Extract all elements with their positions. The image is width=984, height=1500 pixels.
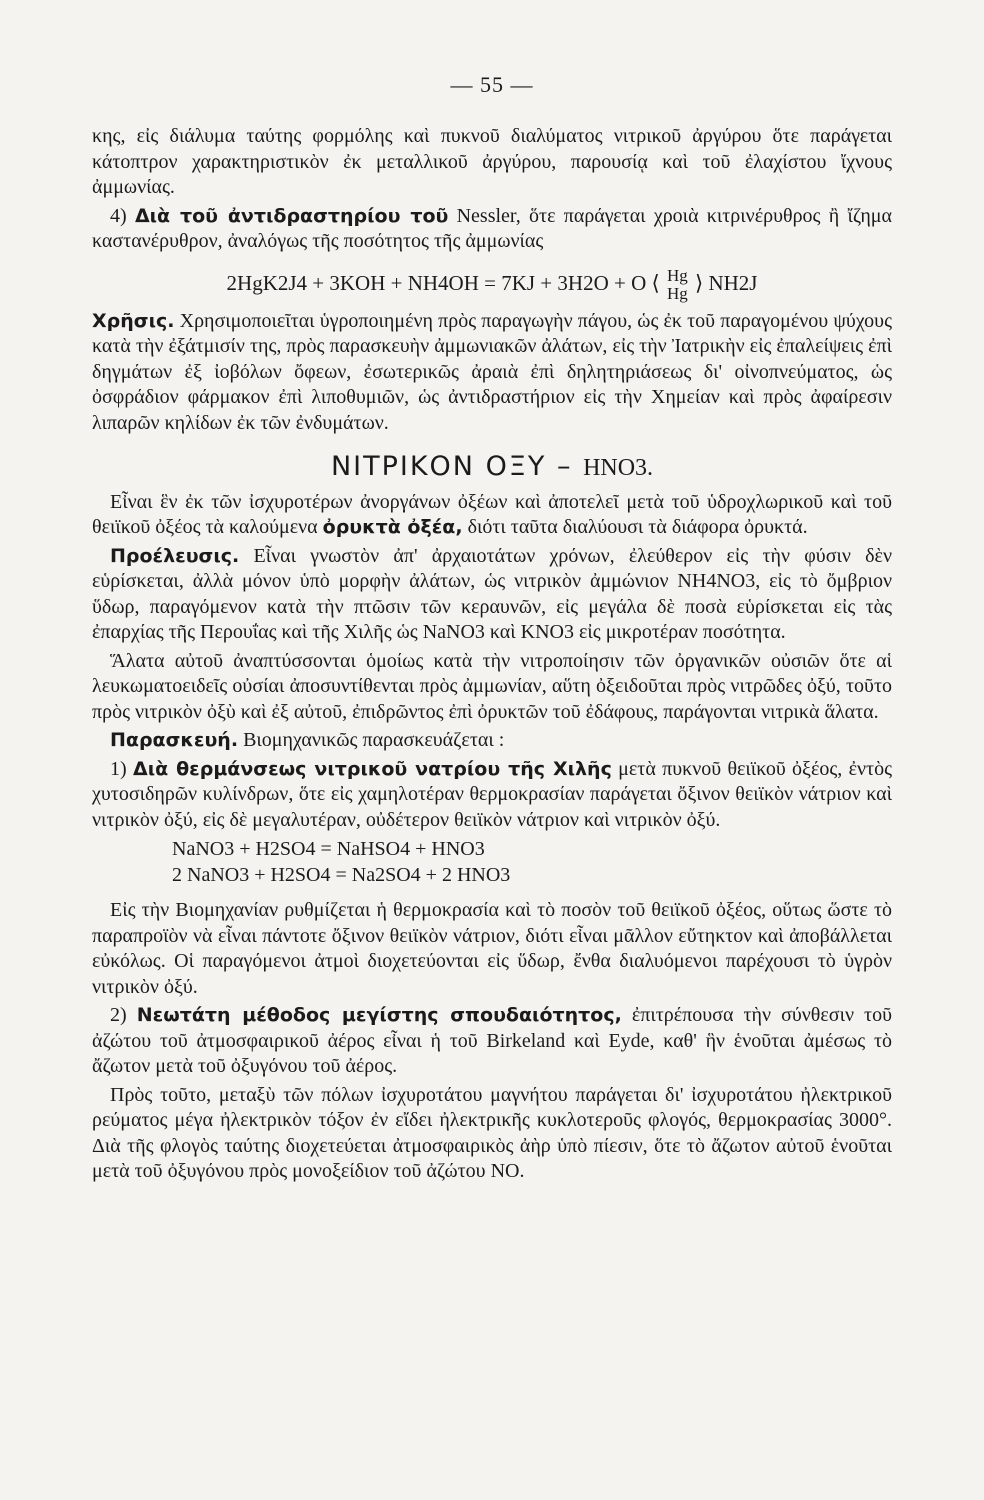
hg-bottom: Hg — [666, 283, 688, 303]
method1-eq1: NaNO3 + H2SO4 = NaHSO4 + HNO3 — [172, 838, 485, 860]
method2-number: 2) — [110, 1004, 127, 1026]
method2-title: Νεωτάτη μέθοδος μεγίστης σπουδαιότητος, — [136, 1004, 622, 1026]
definition-text-a: Εἶναι ἓν ἐκ τῶν ἰσχυροτέρων ἀνοργάνων ὀξέων καὶ ἀποτελεῖ μετὰ τοῦ ὑδροχλωρικοῦ καὶ τοῦ θειϊκοῦ ὀξέος τὰ καλούμενα — [92, 490, 892, 538]
hg-stack — [667, 267, 688, 303]
hg-top: Hg — [666, 265, 688, 285]
nessler-title: Διὰ τοῦ ἀντιδραστηρίου τοῦ — [134, 204, 449, 227]
nessler-eq-right: NH2J — [708, 270, 758, 295]
nessler-number: 4) — [110, 204, 127, 227]
final-paragraph: Πρὸς τοῦτο, μεταξὺ τῶν πόλων ἰσχυροτάτου μαγνήτου παράγεται δι' ἰσχυροτάτου ἠλεκτρικοῦ ρεύματος μέγα ἠλεκτρικὸν τόξον ἐν εἴδει ἠλεκτρικῆς κυκλοτεροῦς φλογός, θερμοκρασίας 3000°. Διὰ τῆς φλογὸς ταύτης διοχετεύεται ἀτμοσφαιρικὸς ἀὴρ ὑπὸ πίεσιν, ὅτε τὸ ἄζωτον αὐτοῦ ἑνοῦται μετὰ τοῦ ὀξυγόνου πρὸς μονοξείδιον τοῦ ἀζώτου NO. — [92, 1083, 892, 1182]
origin-paragraph — [92, 544, 892, 646]
method2-paragraph — [92, 1003, 892, 1080]
origin-title: Προέλευσις. — [110, 544, 240, 567]
nessler-equation — [92, 267, 892, 303]
text-column — [92, 124, 892, 1188]
preparation-text: Βιομηχανικῶς παρασκευάζεται : — [243, 729, 505, 751]
uses-title: Χρῆσις. — [92, 309, 175, 332]
nessler-eq-left: 2HgK2J4 + 3KOH + NH4OH = 7KJ + 3H2O + O — [226, 270, 647, 295]
uses-paragraph — [92, 309, 892, 437]
hg-bracket-open-icon: ⟨ — [651, 270, 660, 295]
nessler-text: Nessler, ὅτε παράγεται χροιὰ κιτρινέρυθρος ἢ ἴζημα καστανέρυθρον, ἀναλόγως τῆς ποσότητος τῆς ἀμμωνίας — [92, 204, 892, 252]
definition-text-b: διότι ταῦτα διαλύουσι τὰ διάφορα ὀρυκτά. — [467, 516, 808, 538]
equation-row — [92, 836, 892, 862]
method1-text: μετὰ πυκνοῦ θειϊκοῦ ὀξέος, ἐντὸς χυτοσιδηρῶν κυλίνδρων, ὅτε εἰς χαμηλοτέραν θερμοκρασίαν παράγεται ὄξινον θειϊκὸν νάτριον καὶ νιτρικὸν ὀξύ, εἰς δὲ μεγαλυτέραν, οὐδέτερον θειϊκὸν νάτριον καὶ νιτρικὸν ὀξύ. — [92, 757, 893, 831]
heading-title: ΝΙΤΡΙΚΟΝ ΟΞΥ – — [330, 451, 573, 482]
equation-row — [92, 862, 892, 888]
preparation-title: Παρασκευή. — [110, 729, 239, 751]
method1-paragraph — [92, 757, 892, 834]
industry-paragraph: Εἰς τὴν Βιομηχανίαν ρυθμίζεται ἡ θερμοκρασία καὶ τὸ ποσὸν τοῦ θειϊκοῦ ὀξέος, οὕτως ὥστε τὸ παραπροϊὸν νὰ εἶναι πάντοτε ὄξινον θειϊκὸν νάτριον, διότι εἶναι μᾶλλον εὔτηκτον καὶ ἀποβάλλεται εὐκόλως. Οἱ παραγόμενοι ἀτμοὶ διοχετεύονται εἰς ὕδωρ, ἔνθα διαλυόμενοι παρέχουσι τὸ ὑγρὸν νιτρικὸν ὀξύ. — [92, 899, 892, 998]
heading-formula: HNO3. — [583, 455, 654, 481]
origin-text: Εἶναι γνωστὸν ἀπ' ἀρχαιοτάτων χρόνων, ἐλεύθερον εἰς τὴν φύσιν δὲν εὑρίσκεται, ἀλλὰ μόνον ὑπὸ μορφὴν ἀλάτων, ὡς νιτρικὸν ἀμμώνιον NH4NO3, εἰς τὸ ὄμβριον ὕδωρ, παραγόμενον κατὰ τὴν πτῶσιν τῶν κεραυνῶν, εἰς μεγάλα δὲ ποσὰ εὑρίσκεται εἰς τὰς ἐπαρχίας τῆς Περουΐας καὶ τῆς Χιλῆς ὡς NaNO3 καὶ KNO3 εἰς μικροτέραν ποσότητα. — [92, 544, 892, 643]
intro-paragraph: κης, εἰς διάλυμα ταύτης φορμόλης καὶ πυκνοῦ διαλύματος νιτρικοῦ ἀργύρου ὅτε παράγεται κάτοπτρον χαρακτηριστικὸν ἐκ μεταλλικοῦ ἀργύρου, παρουσίᾳ καὶ τοῦ ἐλαχίστου ἴχνους ἀμμωνίας. — [92, 125, 892, 198]
definition-paragraph — [92, 490, 892, 541]
hg-bracket-close-icon: ⟩ — [694, 270, 704, 295]
definition-bold: ὀρυκτὰ ὀξέα, — [322, 516, 463, 538]
salts-paragraph: Ἅλατα αὐτοῦ ἀναπτύσσονται ὁμοίως κατὰ τὴν νιτροποίησιν τῶν ὀργανικῶν οὐσιῶν ὅτε αἱ λευκωματοειδεῖς οὐσίαι ἀποσυντίθενται πρὸς ἀμμωνίαν, αὕτη ὀξειδοῦται πρὸς νιτρῶδες ὀξύ, τοῦτο πρὸς νιτρικὸν ὀξὺ καὶ ἐξ αὐτοῦ, ἐπιδρῶντος ἐπὶ ὀρυκτῶν τοῦ ἐδάφους, παράγονται νιτρικὰ ἅλατα. — [92, 649, 892, 723]
page-number: — 55 — — [450, 72, 534, 97]
method1-number: 1) — [110, 757, 127, 780]
nessler-paragraph — [92, 204, 892, 255]
method1-title: Διὰ θερμάνσεως νιτρικοῦ νατρίου τῆς Χιλῆς — [133, 757, 612, 780]
method2-text: ἐπιτρέπουσα τὴν σύνθεσιν τοῦ ἀζώτου τοῦ ἀτμοσφαιρικοῦ ἀέρος εἶναι ἡ τοῦ Birkeland καὶ Eyde, καθ' ἣν ἑνοῦται ἀμέσως τὸ ἄζωτον μετὰ τοῦ ὀξυγόνου τοῦ ἀέρος. — [92, 1004, 892, 1077]
method1-equations — [92, 836, 892, 888]
method1-eq2: 2 NaNO3 + H2SO4 = Na2SO4 + 2 HNO3 — [172, 864, 511, 886]
section-heading — [92, 451, 892, 482]
preparation-paragraph — [92, 728, 892, 754]
uses-text: Χρησιμοποιεῖται ὑγροποιημένη πρὸς παραγωγὴν πάγου, ὡς ἐκ τοῦ παραγομένου ψύχους κατὰ τὴν ἐξάτμισίν της, πρὸς παρασκευὴν ἀμμωνιακῶν ἀλάτων, εἰς τὴν Ἰατρικὴν εἰς ἐπαλείψεις ἐπὶ δηγμάτων ἐξ ἰοβόλων ὄφεων, ἐσωτερικῶς ἀραιὰ ἐπὶ δηλητηριάσεως δι' οἰνοπνεύματος, ὡς ὀσφράδιον φάρμακον ἐπὶ λιποθυμιῶν, ὡς ἀντιδραστήριον εἰς τὴν Χημείαν καὶ πρὸς ἀφαίρεσιν λιπαρῶν κηλίδων ἐκ τῶν ἐνδυμάτων. — [92, 309, 893, 434]
